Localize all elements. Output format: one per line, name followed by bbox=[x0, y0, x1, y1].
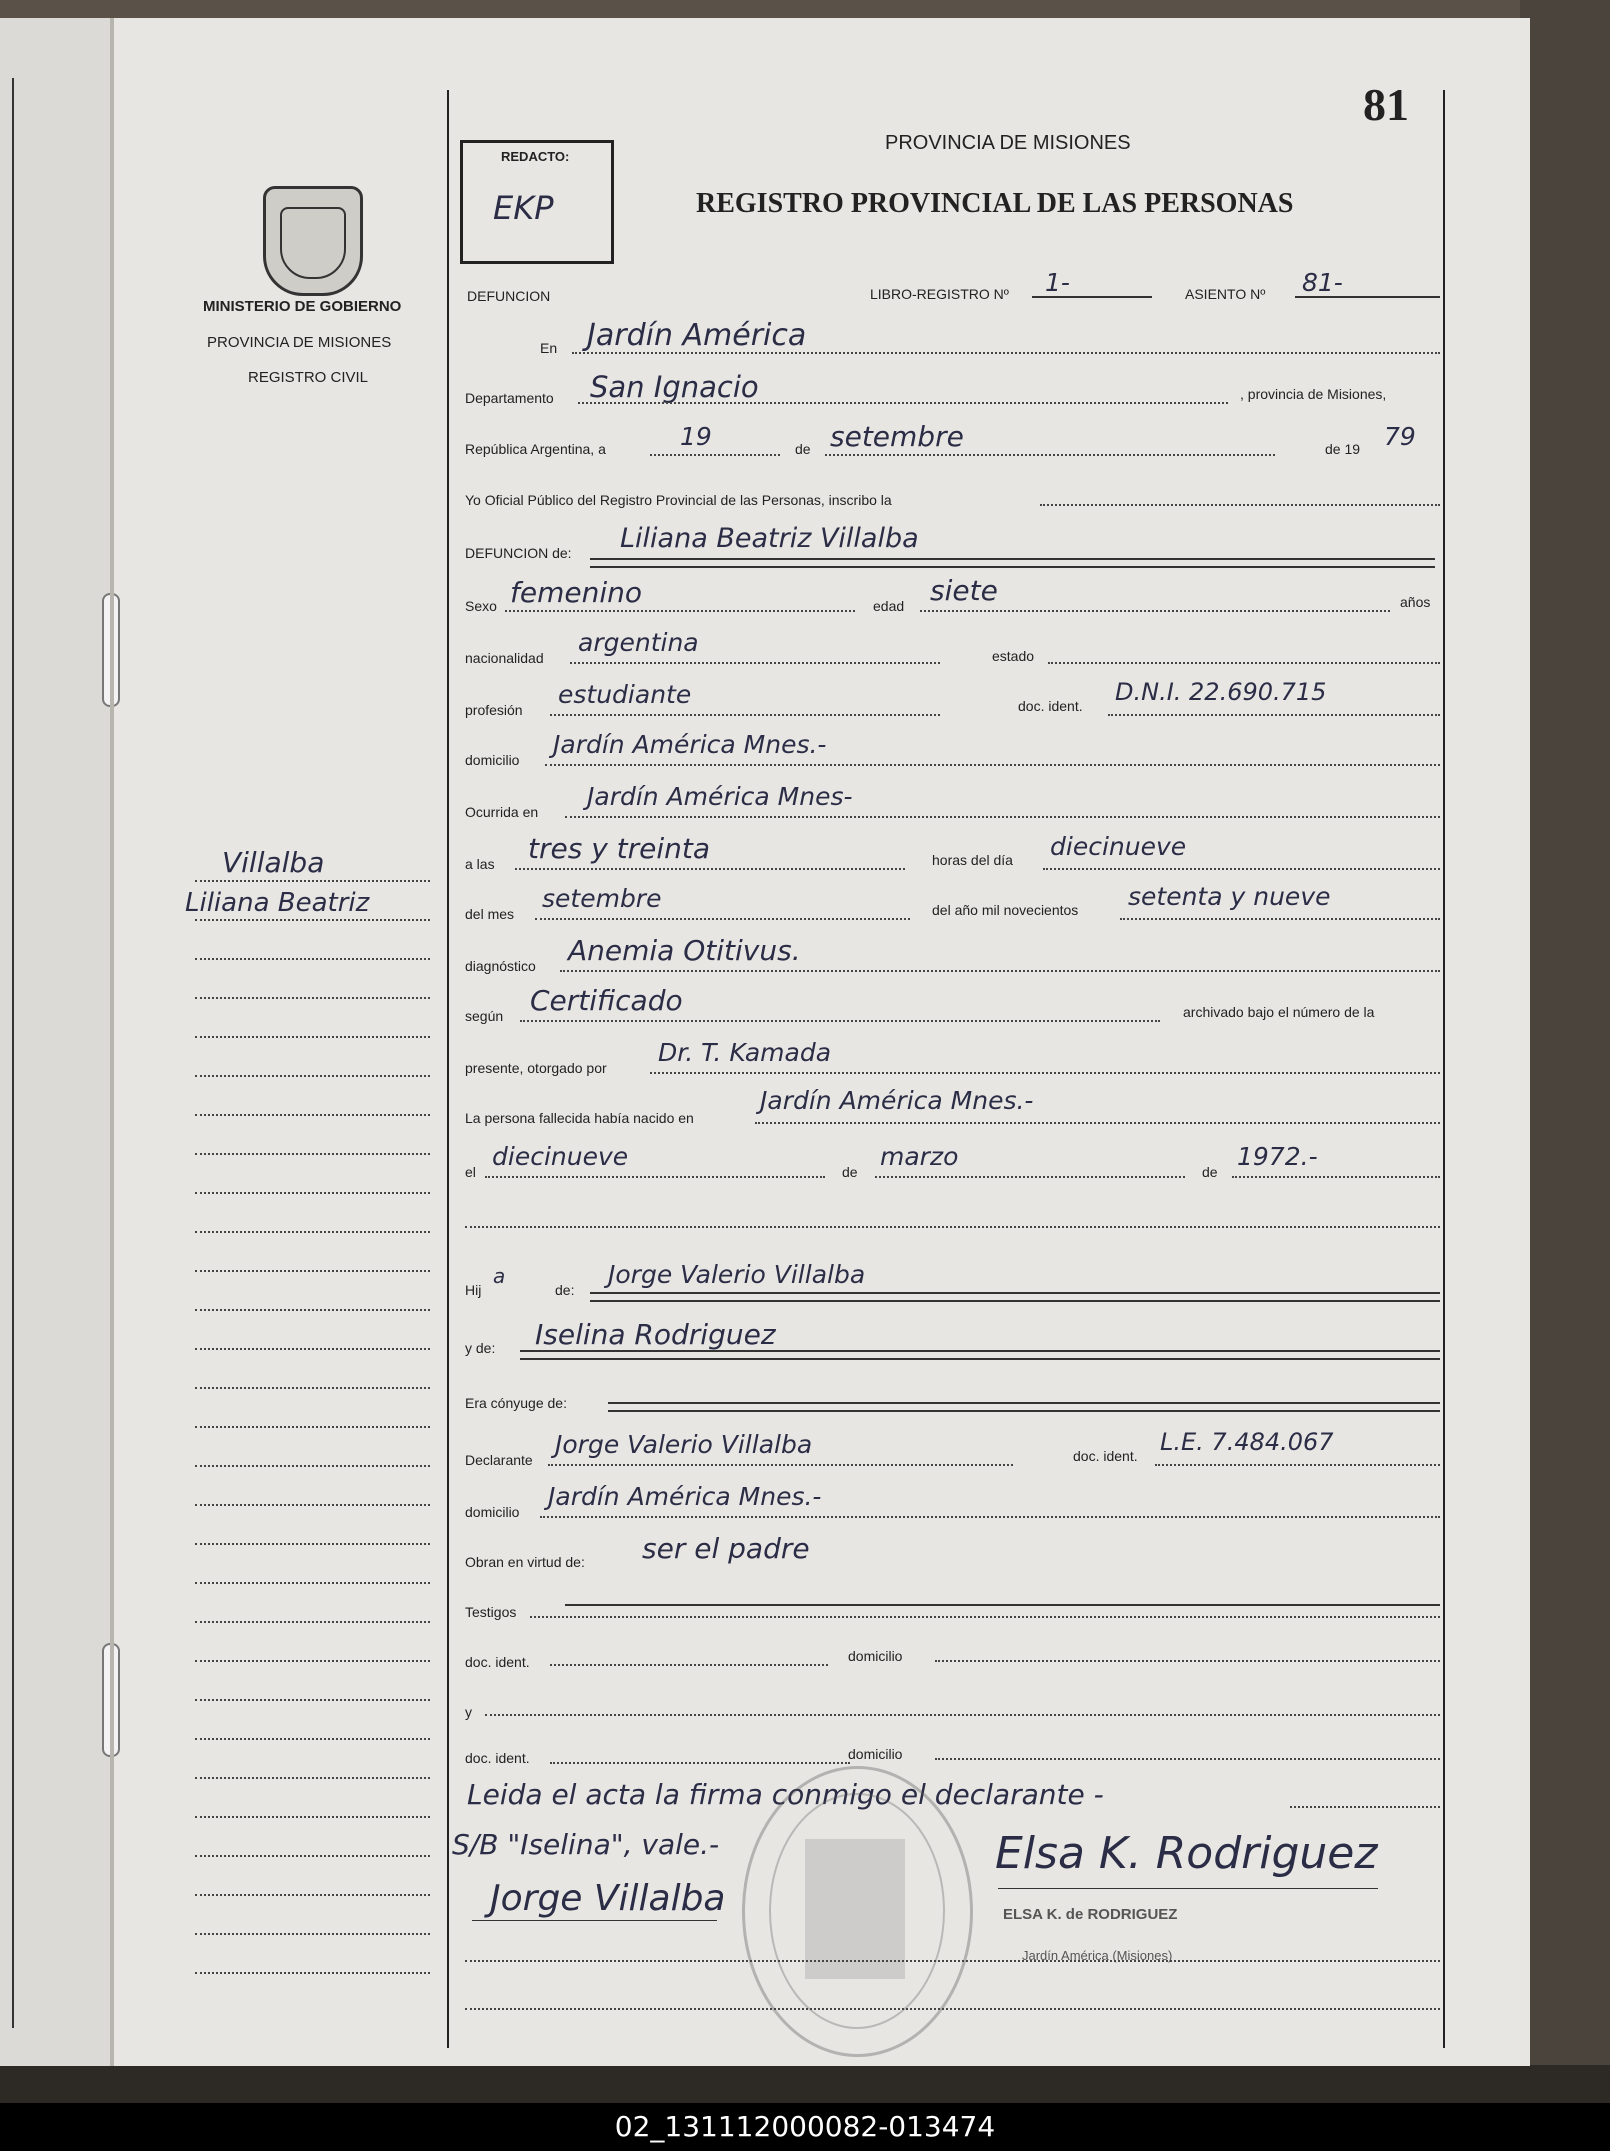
declarante-signature: Jorge Villalba bbox=[490, 1878, 726, 1919]
margin-ruled-line bbox=[195, 1114, 430, 1116]
margin-ruled-line bbox=[195, 1855, 430, 1857]
nacionalidad-label: nacionalidad bbox=[465, 650, 544, 666]
republica-label: República Argentina, a bbox=[465, 441, 606, 457]
image-caption: 02_131112000082-013474 bbox=[0, 2103, 1610, 2151]
margin-surname: Villalba bbox=[222, 846, 325, 879]
decl-doc-value: L.E. 7.484.067 bbox=[1160, 1428, 1334, 1456]
header-title: REGISTRO PROVINCIAL DE LAS PERSONAS bbox=[696, 188, 1294, 219]
redacto-initials: EKP bbox=[493, 189, 554, 227]
background-bottom bbox=[0, 2065, 1610, 2103]
decl-domicilio-label: domicilio bbox=[465, 1504, 520, 1520]
margin-ruled-line bbox=[195, 1153, 430, 1155]
birth-month-value: marzo bbox=[880, 1142, 959, 1171]
nacido-label: La persona fallecida había nacido en bbox=[465, 1110, 694, 1126]
margin-ruled-line bbox=[195, 1231, 430, 1233]
left-province-label: PROVINCIA DE MISIONES bbox=[207, 334, 392, 351]
margin-ruled-line bbox=[195, 1075, 430, 1077]
margin-ruled-line bbox=[195, 997, 430, 999]
segun-value: Certificado bbox=[530, 984, 683, 1017]
margin-ruled-line bbox=[195, 1699, 430, 1701]
margin-ruled-line bbox=[195, 919, 430, 921]
de2-label: de bbox=[842, 1164, 858, 1180]
en-label: En bbox=[540, 340, 558, 356]
a-las-label: a las bbox=[465, 856, 495, 872]
background-right bbox=[1520, 0, 1610, 2100]
departamento-label: Departamento bbox=[465, 390, 554, 406]
margin-ruled-line bbox=[195, 1387, 430, 1389]
margin-ruled-line bbox=[195, 1972, 430, 1974]
del-ano-value: setenta y nueve bbox=[1128, 882, 1331, 911]
signature-ruled-line bbox=[465, 1960, 1440, 1962]
margin-ruled-line bbox=[195, 1270, 430, 1272]
madre-value: Iselina Rodriguez bbox=[535, 1318, 776, 1351]
t-dom-label: domicilio bbox=[848, 1648, 903, 1664]
t2-doc-label: doc. ident. bbox=[465, 1750, 530, 1766]
libro-label: LIBRO-REGISTRO Nº bbox=[870, 286, 1009, 302]
presente-value: Dr. T. Kamada bbox=[658, 1038, 832, 1067]
profesion-label: profesión bbox=[465, 702, 523, 718]
margin-ruled-line bbox=[195, 1309, 430, 1311]
margin-rule bbox=[447, 90, 449, 2048]
mes-value: setembre bbox=[830, 420, 964, 453]
y-label: y bbox=[465, 1704, 472, 1720]
left-page-edge bbox=[0, 18, 113, 2066]
margin-ruled-line bbox=[195, 1777, 430, 1779]
horas-label: horas del día bbox=[932, 852, 1013, 868]
year-value: 79 bbox=[1384, 422, 1416, 451]
provincial-seal bbox=[263, 186, 363, 296]
margin-ruled-line bbox=[195, 1504, 430, 1506]
conyuge-label: Era cónyuge de: bbox=[465, 1395, 567, 1411]
segun-label: según bbox=[465, 1008, 504, 1024]
en-value: Jardín América bbox=[587, 318, 807, 353]
diagnostico-value: Anemia Otitivus. bbox=[568, 934, 801, 967]
diagnostico-label: diagnóstico bbox=[465, 958, 536, 974]
del-mes-label: del mes bbox=[465, 906, 515, 922]
oficial-text: Yo Oficial Público del Registro Provincial de las Personas, inscribo la bbox=[465, 492, 892, 508]
presente-label: presente, otorgado por bbox=[465, 1060, 607, 1076]
dia-value: 19 bbox=[680, 422, 712, 451]
margin-ruled-line bbox=[195, 958, 430, 960]
del-mes-value: setembre bbox=[542, 884, 662, 913]
libro-value: 1- bbox=[1045, 268, 1070, 297]
a-las-value: tres y treinta bbox=[528, 832, 711, 865]
page-number: 81 bbox=[1363, 79, 1409, 130]
sb-note: S/B "Iselina", vale.- bbox=[452, 1828, 720, 1861]
ocurrida-label: Ocurrida en bbox=[465, 804, 539, 820]
hij-label: Hij bbox=[465, 1282, 482, 1298]
t-doc-label: doc. ident. bbox=[465, 1654, 530, 1670]
margin-ruled-line bbox=[195, 1426, 430, 1428]
profesion-value: estudiante bbox=[558, 680, 692, 709]
margin-ruled-line bbox=[195, 1465, 430, 1467]
ministry-label: MINISTERIO DE GOBIERNO bbox=[203, 298, 402, 315]
margin-ruled-line bbox=[195, 1816, 430, 1818]
el-value: diecinueve bbox=[492, 1142, 629, 1171]
decl-domicilio-value: Jardín América Mnes.- bbox=[548, 1482, 822, 1511]
domicilio-value: Jardín América Mnes.- bbox=[553, 730, 827, 759]
ocurrida-value: Jardín América Mnes- bbox=[587, 782, 853, 811]
el-label: el bbox=[465, 1164, 476, 1180]
nacido-value: Jardín América Mnes.- bbox=[760, 1086, 1034, 1115]
doc-ident-value: D.N.I. 22.690.715 bbox=[1115, 678, 1327, 706]
right-rule bbox=[1443, 90, 1445, 2048]
margin-ruled-line bbox=[195, 1894, 430, 1896]
birth-year-value: 1972.- bbox=[1237, 1142, 1318, 1171]
leida-statement: Leida el acta la firma conmigo el declarante - bbox=[467, 1778, 1104, 1811]
padre-value: Jorge Valerio Villalba bbox=[608, 1260, 866, 1289]
de3-label: de bbox=[1202, 1164, 1218, 1180]
signature-ruled-line bbox=[465, 2008, 1440, 2010]
margin-ruled-line bbox=[195, 1738, 430, 1740]
margin-names: Liliana Beatriz bbox=[185, 888, 370, 918]
oficial-signature: Elsa K. Rodriguez bbox=[995, 1828, 1378, 1879]
margin-ruled-line bbox=[195, 1036, 430, 1038]
departamento-value: San Ignacio bbox=[590, 370, 759, 404]
nacionalidad-value: argentina bbox=[578, 628, 699, 657]
margin-ruled-line bbox=[195, 1348, 430, 1350]
margin-ruled-line bbox=[195, 1543, 430, 1545]
oficial-location: Jardín América (Misiones) bbox=[1022, 1948, 1173, 1963]
asiento-value: 81- bbox=[1302, 268, 1343, 297]
registry-label: REGISTRO CIVIL bbox=[248, 369, 369, 386]
oficial-name: ELSA K. de RODRIGUEZ bbox=[1003, 1906, 1178, 1923]
de-label: de bbox=[795, 441, 811, 457]
de-padre-label: de: bbox=[555, 1282, 575, 1298]
asiento-label: ASIENTO Nº bbox=[1185, 286, 1266, 302]
defuncion-de-label: DEFUNCION de: bbox=[465, 545, 572, 561]
hij-suffix: a bbox=[493, 1264, 506, 1288]
estado-label: estado bbox=[992, 648, 1035, 664]
testigos-label: Testigos bbox=[465, 1604, 517, 1620]
obran-label: Obran en virtud de: bbox=[465, 1554, 585, 1570]
register-page bbox=[0, 18, 1530, 2066]
margin-ruled-line bbox=[195, 1192, 430, 1194]
margin-ruled-line bbox=[195, 1582, 430, 1584]
header-province: PROVINCIA DE MISIONES bbox=[885, 132, 1131, 154]
del-ano-label: del año mil novecientos bbox=[932, 902, 1079, 918]
deceased-value: Liliana Beatriz Villalba bbox=[620, 523, 919, 554]
margin-ruled-line bbox=[195, 1621, 430, 1623]
margin-ruled-line bbox=[195, 1660, 430, 1662]
de-year-label: de 19 bbox=[1325, 441, 1361, 457]
horas-value: diecinueve bbox=[1050, 832, 1187, 861]
archivado-label: archivado bajo el número de la bbox=[1183, 1004, 1375, 1020]
domicilio-label: domicilio bbox=[465, 752, 520, 768]
margin-ruled-line bbox=[195, 1933, 430, 1935]
edad-value: siete bbox=[930, 574, 998, 607]
sexo-label: Sexo bbox=[465, 598, 497, 614]
binding-spine bbox=[110, 18, 114, 2066]
edad-label: edad bbox=[873, 598, 905, 614]
redacto-label: REDACTO: bbox=[501, 149, 570, 164]
sexo-value: femenino bbox=[510, 576, 642, 609]
official-stamp bbox=[742, 1766, 973, 2057]
anos-label: años bbox=[1400, 594, 1431, 610]
doc-ident-label: doc. ident. bbox=[1018, 698, 1083, 714]
declarante-label: Declarante bbox=[465, 1452, 533, 1468]
redacto-box bbox=[460, 140, 614, 264]
decl-doc-label: doc. ident. bbox=[1073, 1448, 1138, 1464]
obran-value: ser el padre bbox=[642, 1532, 810, 1565]
declarante-value: Jorge Valerio Villalba bbox=[555, 1430, 813, 1459]
t2-dom-label: domicilio bbox=[848, 1746, 903, 1762]
margin-ruled-line bbox=[195, 880, 430, 882]
y-de-label: y de: bbox=[465, 1340, 496, 1356]
provincia-label: , provincia de Misiones, bbox=[1240, 386, 1387, 402]
defuncion-label: DEFUNCION bbox=[467, 288, 551, 304]
